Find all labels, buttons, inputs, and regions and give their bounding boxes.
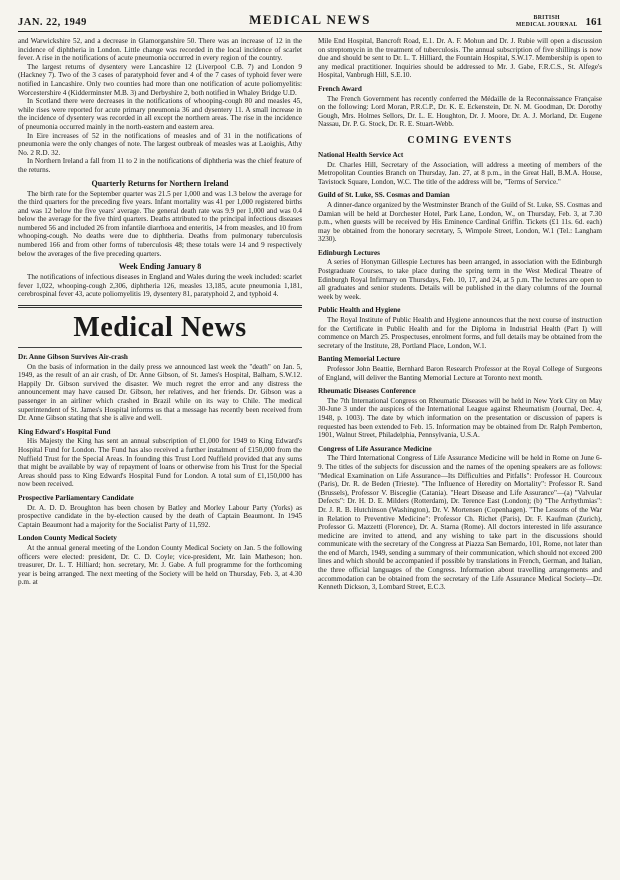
- medical-news-banner: Medical News: [73, 312, 247, 344]
- journal-name-line2: MEDICAL JOURNAL: [515, 21, 578, 28]
- event-heading: Guild of St. Luke, SS. Cosmas and Damian: [318, 191, 450, 200]
- paragraph: In Eire increases of 52 in the notifications of measles and of 31 in the notifications of pneumonia were the only changes of note. The largest outbreak of measles was at Laoighis, Athy No. 2 R.D. 32.: [18, 131, 302, 157]
- coming-events-heading: COMING EVENTS: [407, 134, 513, 146]
- paragraph: The notifications of infectious diseases in England and Wales during the week included: scarlet fever 1,022, whooping-cough 2,306, diphtheria 126, measles 13,185, acute pneumonia 1,181, cerebrospinal fever 43, acute poliomyelitis 19, dysentery 81, paratyphoid 2, and typhoid 4.: [18, 273, 302, 299]
- issue-date: JAN. 22, 1949: [18, 17, 87, 28]
- paragraph: A dinner-dance organized by the Westminster Branch of the Guild of St. Luke, SS. Cosmas and Damian will be held at Dorchester Hotel, Park Lane, London, W., on Thursday, Feb. 3, at 7.30 p.m., when guests will be received by His Eminence Cardinal Griffin. Tickets (£1 11s. 6d. each) may be obtained from the honorary secretary, 5, Wimpole Street, London, W.1 (Tel.: Langham 3230).: [318, 200, 602, 244]
- banner-rule: [18, 347, 302, 348]
- paragraph: At the annual general meeting of the London County Medical Society on Jan. 5 the following officers were elected: president, Dr. C. D. Coyle; vice-president, Mr. Iain Matheson; hon. treasurer, Dr. L. T. Hilliard; hon. secretary, Mr. J. Gabe. A full programme for the forthcoming year is being arranged. The next meeting of the Society will be held on Thursday, Feb. 3, at 4.30 p.m. at: [18, 543, 302, 587]
- paragraph: The largest returns of dysentery were Lancashire 12 (Liverpool C.B. 7) and London 9 (Hackney 7). Two of the 3 cases of paratyphoid fever and 4 of the 7 cases of typhoid fever were notified in Lancashire. Only two counties had more than one notification of acute poliomyelitis: Worcestershire 4 (Kidderminster M.B. 3) and Derbyshire 2, both notified in Whaley Bridge U.D.: [18, 62, 302, 97]
- right-column: [318, 37, 602, 592]
- paragraph: The French Government has recently conferred the Médaille de la Reconnaissance Française on the following: Lord Moran, P.R.C.P., Dr. K. E. Eckenstein, Dr. N. M. Goodman, Dr. Dorothy Gough, Mrs. Holmes Sellors, Dr. L. E. Houghton, Dr. J. Moore, Dr. A. J. Morland, Dr. Eugene Nassau, Dr. P. G. Stock, Dr. R. E. Stuart-Webb.: [318, 94, 602, 129]
- paragraph: His Majesty the King has sent an annual subscription of £1,000 for 1949 to King Edward's Hospital Fund for London. The Fund has also received a further instalment of £150,000 from the Nuffield Trust for the Special Areas. In founding this Trust Lord Nuffield provided that any sums that might be available by way of repayment of loans or otherwise from his Trust for the Special Areas should pass to King Edward's Hospital Fund for London. A total sum of £1,150,000 has now been received.: [18, 437, 302, 489]
- page-header: [18, 8, 602, 32]
- article-heading: London County Medical Society: [18, 534, 117, 543]
- paragraph: On the basis of information in the daily press we announced last week the "death" on Jan. 5, 1949, as the result of an air crash, of Dr. Anne Gibson, of St. James's Hospital, Balham, S.W.12. Happily Dr. Gibson survived the disaster. We much regret the error and any distress the announcement may have caused Dr. Gibson, her relatives, and her friends. Dr. Gibson was a passenger in an airliner which crashed in Brazil while on its way to Chile. The medical superintendent of St. James's Hospital informs us that a message has recently been received from Dr. Anne Gibson stating that she is alive and well.: [18, 362, 302, 423]
- journal-name-line1: BRITISH: [533, 15, 560, 21]
- page-number: 161: [585, 16, 602, 28]
- paragraph: A series of Honyman Gillespie Lectures has been arranged, in association with the Edinburgh Postgraduate Courses, to take place during the spring term in the West Medical Theatre of Edinburgh Royal Infirmary on Thursdays, Feb. 10, 17, and 24, at 5 p.m. The lectures are open to all graduates and senior students. Details will be published in the diary columns of the Journal week by week.: [318, 258, 602, 301]
- event-heading: Congress of Life Assurance Medicine: [318, 444, 432, 453]
- paragraph: The Third International Congress of Life Assurance Medicine will be held in Rome on June 6-9. The titles of the subjects for discussion and the names of the opening speakers are as follows: "Medical Examination on Life Assurance—Its Difficulties and Pitfalls": Professor H. Courcoux (Paris), Dr. R. de Beden (Trieste). "The Influence of Heredity on Mortality": Professor R. Sand (Brussels), Professor V. Bisceglie (Catania). "Heart Disease and Life Assurance"—(a) "Valvular Defects": Dr. H. D. E. Milders (Rotterdam), Dr. Terence East (London); (b) "The Arrhythmias": Dr. J. R. B. Hutchinson (Washington), Dr. V. Mortensen (Copenhagen). "The Lessons of the War in Relation to Preventive Medicine": Professor Ch. Richet (Paris), Dr. F. Kaufman (Zurich), Professor G. Mazzetti (Florence), Dr. A. Starna (Rome). All doctors interested in life assurance medicine are invited to attend, and any wishing to take part in the discussions should communicate with the secretary of the Congress at Piazza San Bernardo, 101, Rome, not later than the end of March, 1949, sending a summary of their communication, which should not exceed 200 lines and which should be accompanied if possible by translations in French, German, and Italian, the three official languages of the Congress. Information about travelling arrangements and accommodation can be obtained from the secretary of the Life Assurance Medical Society—Dr. Kenneth Dickson, 3, Lombard Street, E.C.3.: [318, 454, 602, 592]
- article-heading: French Award: [318, 84, 362, 93]
- section-divider: [18, 305, 302, 308]
- paragraph: The 7th International Congress on Rheumatic Diseases will be held in New York City on May 30-June 3 under the auspices of the International League against Rheumatism (Journal, Dec. 4, 1948, p. 1003). The date by which information on the presentation or discussion of papers is requested has been extended to Feb. 15. Information may be obtained from Dr. Ralph Pemberton, 1901, Walnut Street, Philadelphia, Pennsylvania, U.S.A.: [318, 396, 602, 440]
- paragraph: In Northern Ireland a fall from 11 to 2 in the notifications of diphtheria was the chief feature of the returns.: [18, 157, 302, 174]
- journal-name: [516, 15, 578, 28]
- article-heading: King Edward's Hospital Fund: [18, 427, 111, 436]
- paragraph: Dr. A. D. D. Broughton has been chosen by Batley and Morley Labour Party (Yorks) as prospective candidate in the by-election caused by the death of Captain Beaumont. In 1945 Captain Beaumont had a majority for the Socialist Party of 11,592.: [18, 503, 302, 529]
- two-column-body: [18, 37, 602, 592]
- article-heading: Dr. Anne Gibson Survives Air-crash: [18, 353, 128, 362]
- quarterly-returns-heading: Quarterly Returns for Northern Ireland: [91, 178, 229, 188]
- paragraph: The birth rate for the September quarter was 21.5 per 1,000 and was 1.3 below the average for the third quarters for the preceding five years. Infant mortality was 41 per 1,000 registered births and was 12 below the five years' average. The general death rate was 9.9 per 1,000 and was 0.4 below the average for the five third quarters. Deaths attributed to the principal infectious diseases numbered 56 and included 26 from infantile diarrhoea and enteritis, 14 from measles, and 10 from whooping-cough. No deaths were due to diphtheria. Deaths from pulmonary tuberculosis numbered 166 and from other forms of tuberculosis 48; these totals were 14 and 9 respectively below the averages of the five preceding quarters.: [18, 189, 302, 258]
- article-heading: Prospective Parliamentary Candidate: [18, 493, 134, 502]
- event-heading: Public Health and Hygiene: [318, 306, 401, 315]
- event-heading: National Health Service Act: [318, 150, 404, 159]
- event-heading: Rheumatic Diseases Conference: [318, 387, 416, 396]
- paragraph: Mile End Hospital, Bancroft Road, E.1. Dr. A. F. Mohun and Dr. J. Rubie will open a discussion on streptomycin in the treatment of tuberculosis. The annual subscription of five shillings is now due and should be sent to Dr. L. T. Hilliard, the Fountain Hospital, S.W.17. Membership is open to any medical practitioner. Inquiries should be addressed to Mr. J. Gabe, F.R.C.S., St. Alfege's Hospital, Vanbrugh Hill, S.E.10.: [318, 37, 602, 80]
- paragraph: Professor John Beattie, Bernhard Baron Research Professor at the Royal College of Surgeons of England, will deliver the Banting Memorial Lecture at Toronto next month.: [318, 365, 602, 382]
- paragraph: Dr. Charles Hill, Secretary of the Association, will address a meeting of members of the Metropolitan Counties Branch on Thursday, Jan. 27, at 8 p.m., in the Great Hall, B.M.A. House, Tavistock Square, London, W.C. The title of the address will be, "Terms of Service.": [318, 160, 602, 186]
- event-heading: Edinburgh Lectures: [318, 248, 380, 257]
- paragraph: The Royal Institute of Public Health and Hygiene announces that the next course of instruction for the Certificate in Public Health and for the Diploma in Industrial Health (Part I) will commence on March 25. Prospectuses, enrolment forms, and full details may be obtained from the secretary of the Institute, 28, Portland Place, London, W.1.: [318, 316, 602, 350]
- week-ending-heading: Week Ending January 8: [118, 262, 202, 272]
- left-column: [18, 37, 302, 592]
- paragraph: and Warwickshire 52, and a decrease in Glamorganshire 50. There was an increase of 12 in the incidence of diphtheria in London. Little change was recorded in the local incidence of scarlet fever. A rise in the notifications of acute pneumonia occurred in every region of the country.: [18, 37, 302, 63]
- event-heading: Banting Memorial Lecture: [318, 355, 401, 364]
- header-right: [462, 15, 602, 28]
- paragraph: In Scotland there were decreases in the notifications of whooping-cough 80 and measles 45, while rises were reported for acute primary pneumonia 36 and dysentery 11. A small increase in the incidence of dysentery was recorded in all except the northern areas. The rise in the incidence of pneumonia occurred mainly in the north-eastern and eastern area.: [18, 97, 302, 131]
- section-title: MEDICAL NEWS: [249, 12, 371, 27]
